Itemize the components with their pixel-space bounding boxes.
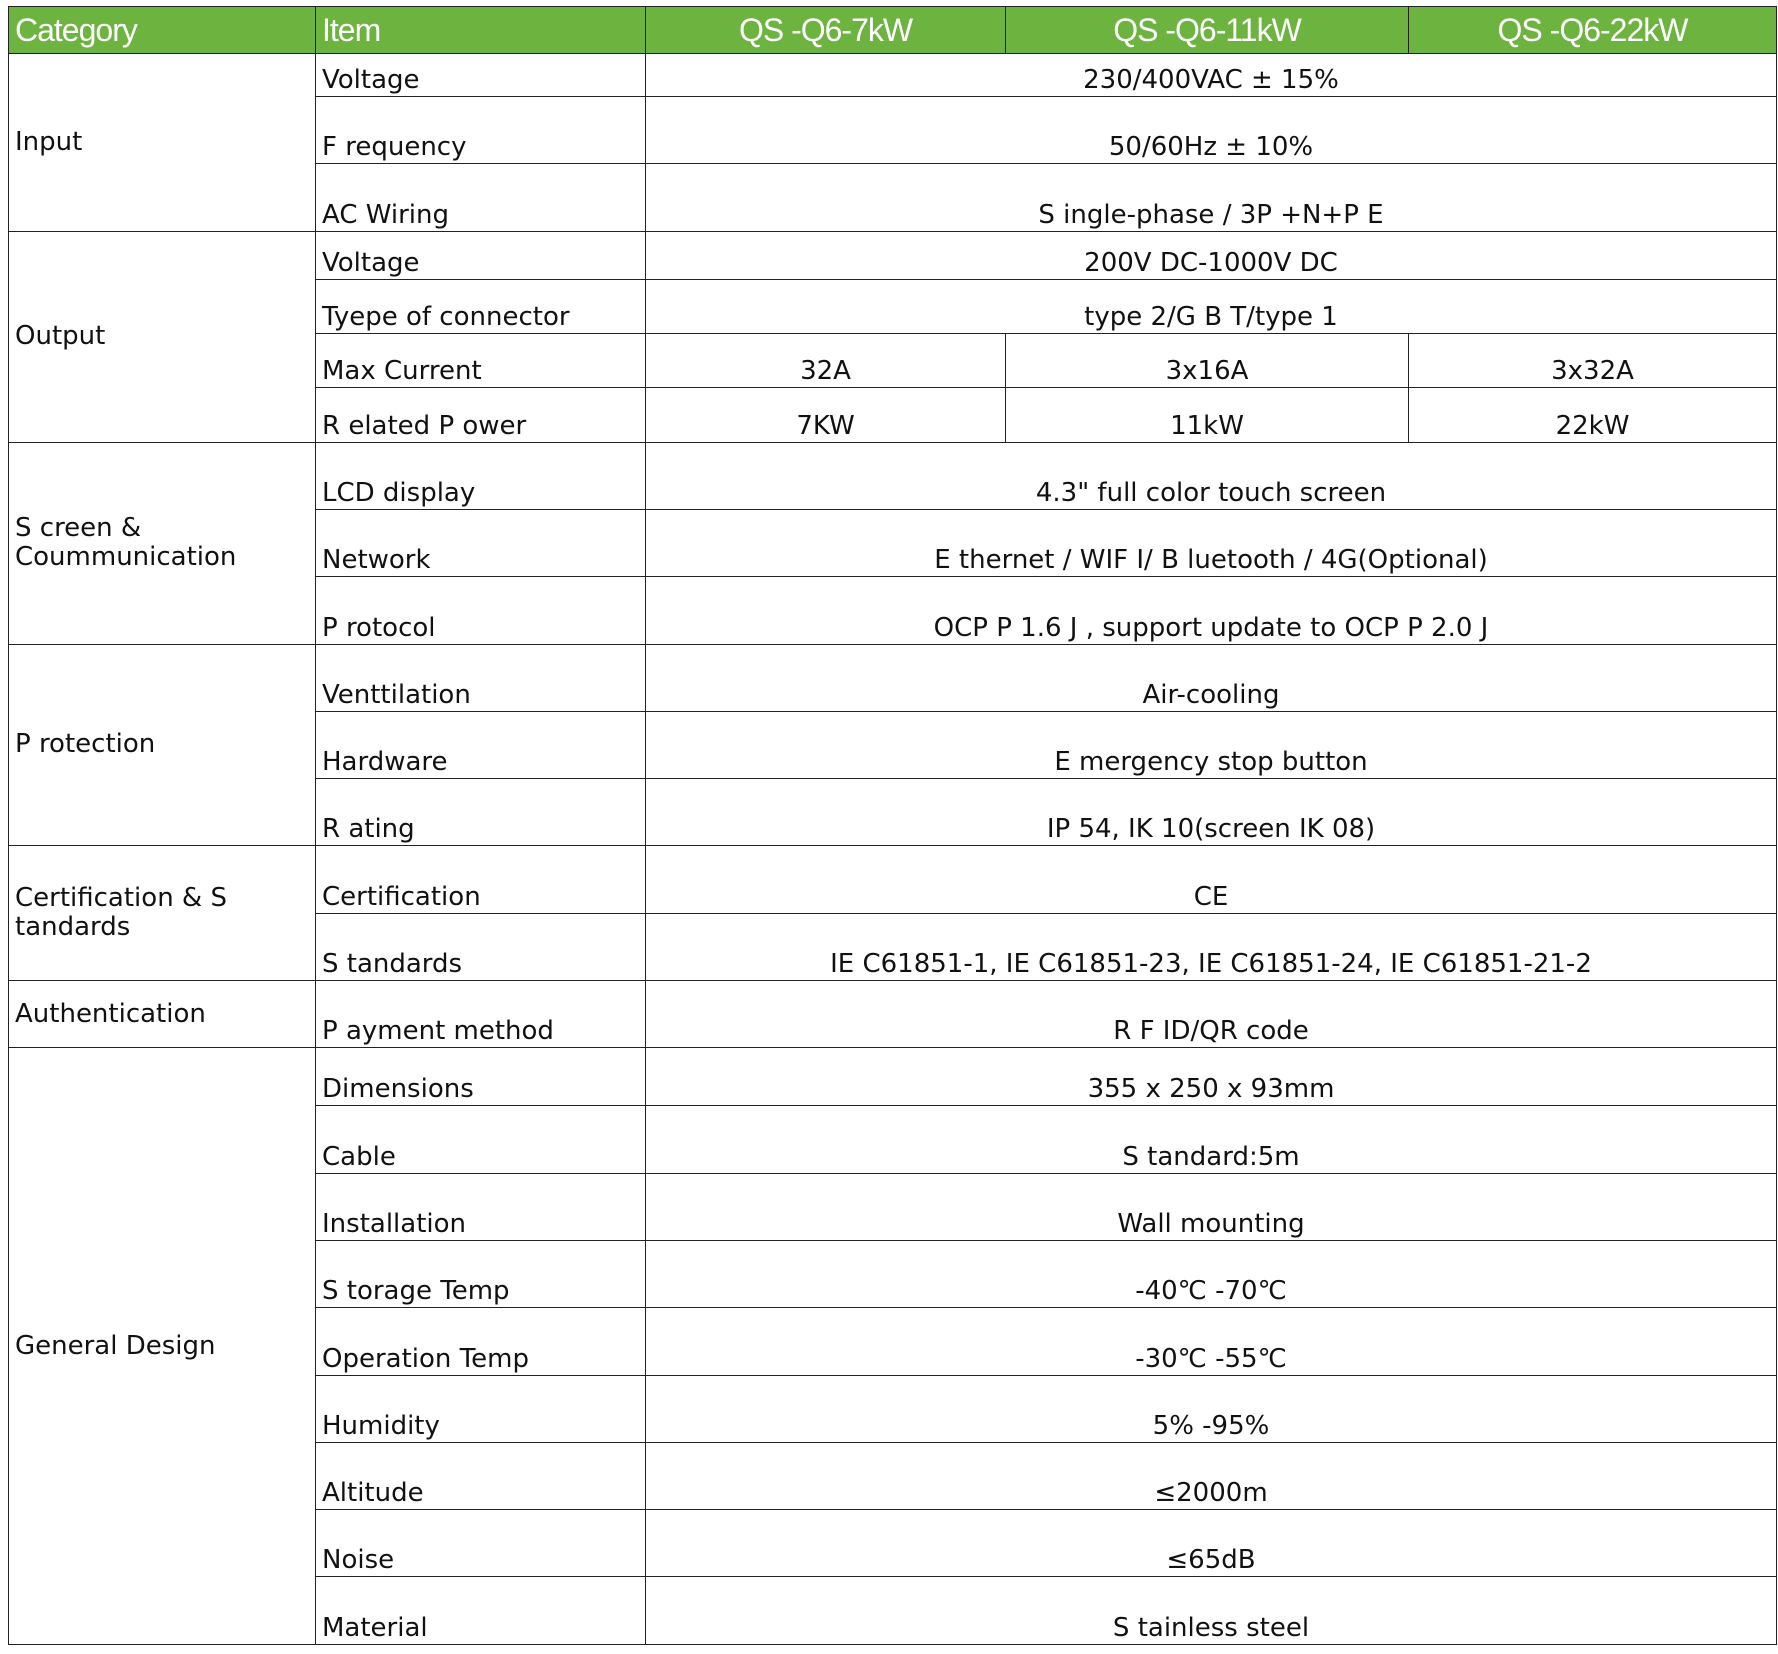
value-cell-11kw: 11kW: [1006, 388, 1409, 442]
item-label: Voltage: [316, 231, 646, 279]
header-model-7kw: QS -Q6-7kW: [646, 7, 1006, 54]
item-label: Material: [316, 1577, 646, 1645]
item-label: Operation Temp: [316, 1308, 646, 1375]
item-label: S tandards: [316, 913, 646, 980]
table-row: [9, 980, 1777, 1047]
value-cell: Wall mounting: [646, 1173, 1777, 1240]
table-row: [9, 644, 1777, 711]
item-label: Hardware: [316, 711, 646, 778]
value-cell: IE C61851-1, IE C61851-23, IE C61851-24, IE C61851-21-2: [646, 913, 1777, 980]
value-cell: 50/60Hz ± 10%: [646, 97, 1777, 164]
value-cell: 5% -95%: [646, 1375, 1777, 1442]
value-cell: 200V DC-1000V DC: [646, 231, 1777, 279]
value-cell-7kw: 32A: [646, 334, 1006, 388]
item-label: Voltage: [316, 54, 646, 97]
value-cell: -40℃ -70℃: [646, 1241, 1777, 1308]
value-cell: 230/400VAC ± 15%: [646, 54, 1777, 97]
item-label: Venttilation: [316, 644, 646, 711]
value-cell: S tainless steel: [646, 1577, 1777, 1645]
value-cell-22kw: 3x32A: [1409, 334, 1777, 388]
value-cell: OCP P 1.6 J , support update to OCP P 2.0 J: [646, 577, 1777, 644]
category-input: Input: [9, 54, 316, 232]
category-output: Output: [9, 231, 316, 442]
item-label: Max Current: [316, 334, 646, 388]
item-label: P ayment method: [316, 980, 646, 1047]
category-authentication: Authentication: [9, 980, 316, 1047]
table-row: [9, 846, 1777, 913]
value-cell: type 2/G B T/type 1: [646, 279, 1777, 333]
table-row: [9, 1048, 1777, 1106]
header-category: Category: [9, 7, 316, 54]
item-label: R elated P ower: [316, 388, 646, 442]
value-cell: S ingle-phase / 3P +N+P E: [646, 164, 1777, 231]
value-cell-11kw: 3x16A: [1006, 334, 1409, 388]
item-label: Altitude: [316, 1442, 646, 1509]
header-model-22kw: QS -Q6-22kW: [1409, 7, 1777, 54]
spec-table: [8, 6, 1777, 1645]
item-label: Network: [316, 509, 646, 576]
value-cell: IP 54, IK 10(screen IK 08): [646, 779, 1777, 846]
value-cell: Air-cooling: [646, 644, 1777, 711]
item-label: Humidity: [316, 1375, 646, 1442]
item-label: Certification: [316, 846, 646, 913]
header-row: [9, 7, 1777, 54]
item-label: P rotocol: [316, 577, 646, 644]
value-cell: CE: [646, 846, 1777, 913]
value-cell-22kw: 22kW: [1409, 388, 1777, 442]
header-model-11kw: QS -Q6-11kW: [1006, 7, 1409, 54]
table-row: [9, 54, 1777, 97]
header-item: Item: [316, 7, 646, 54]
table-row: [9, 231, 1777, 279]
value-cell: R F ID/QR code: [646, 980, 1777, 1047]
category-general-design: General Design: [9, 1048, 316, 1645]
value-cell: -30℃ -55℃: [646, 1308, 1777, 1375]
value-cell: ≤2000m: [646, 1442, 1777, 1509]
item-label: Installation: [316, 1173, 646, 1240]
value-cell: 4.3" full color touch screen: [646, 442, 1777, 509]
value-cell: ≤65dB: [646, 1510, 1777, 1577]
item-label: LCD display: [316, 442, 646, 509]
value-cell: 355 x 250 x 93mm: [646, 1048, 1777, 1106]
item-label: AC Wiring: [316, 164, 646, 231]
item-label: R ating: [316, 779, 646, 846]
item-label: S torage Temp: [316, 1241, 646, 1308]
item-label: F requency: [316, 97, 646, 164]
item-label: Noise: [316, 1510, 646, 1577]
category-certification: Certification & S tandards: [9, 846, 316, 981]
value-cell: S tandard:5m: [646, 1106, 1777, 1173]
item-label: Tyepe of connector: [316, 279, 646, 333]
item-label: Cable: [316, 1106, 646, 1173]
item-label: Dimensions: [316, 1048, 646, 1106]
value-cell-7kw: 7KW: [646, 388, 1006, 442]
value-cell: E thernet / WIF I/ B luetooth / 4G(Optional): [646, 509, 1777, 576]
category-protection: P rotection: [9, 644, 316, 846]
table-row: [9, 442, 1777, 509]
category-screen-communication: S creen & Coummunication: [9, 442, 316, 644]
value-cell: E mergency stop button: [646, 711, 1777, 778]
